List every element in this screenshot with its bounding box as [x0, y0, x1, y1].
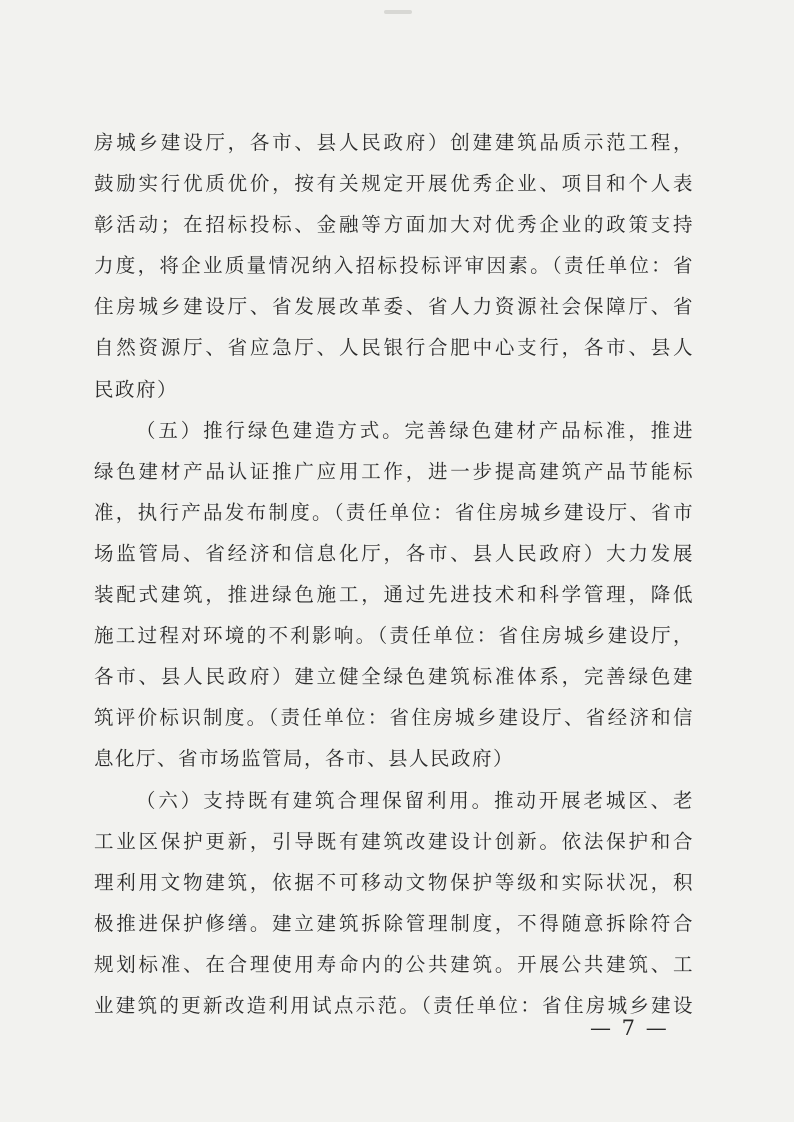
text-line: 自然资源厅、省应急厅、人民银行合肥中心支行，各市、县人 [94, 336, 694, 360]
text-line: 息化厅、省市场监管局，各市、县人民政府） [94, 747, 515, 771]
text-line: 筑评价标识制度。（责任单位：省住房城乡建设厅、省经济和信 [94, 706, 694, 730]
text-line: 民政府） [94, 377, 179, 401]
paragraph-continued [94, 122, 694, 410]
scan-artifact [384, 10, 412, 14]
text-line: （六）支持既有建筑合理保留利用。推动开展老城区、老 [136, 788, 694, 812]
text-line: 装配式建筑，推进绿色施工，通过先进技术和科学管理，降低 [94, 583, 694, 607]
paragraph-section-6 [94, 780, 694, 1027]
text-line: 业建筑的更新改造利用试点示范。（责任单位：省住房城乡建设 [94, 993, 694, 1017]
text-line: 各市、县人民政府）建立健全绿色建筑标准体系，完善绿色建 [94, 665, 694, 689]
paragraph-section-5 [94, 410, 694, 780]
text-line: （五）推行绿色建造方式。完善绿色建材产品标准，推进 [136, 418, 694, 442]
text-line: 理利用文物建筑，依据不可移动文物保护等级和实际状况，积 [94, 870, 694, 894]
text-line: 彰活动；在招标投标、金融等方面加大对优秀企业的政策支持 [94, 213, 694, 237]
text-line: 极推进保护修缮。建立建筑拆除管理制度，不得随意拆除符合 [94, 911, 694, 935]
text-line: 场监管局、省经济和信息化厅，各市、县人民政府）大力发展 [94, 541, 694, 565]
text-line: 住房城乡建设厅、省发展改革委、省人力资源社会保障厅、省 [94, 295, 694, 319]
document-body [94, 122, 694, 1026]
text-line: 力度，将企业质量情况纳入招标投标评审因素。（责任单位：省 [94, 254, 694, 278]
text-line: 房城乡建设厅，各市、县人民政府）创建建筑品质示范工程， [94, 131, 694, 154]
text-line: 工业区保护更新，引导既有建筑改建设计创新。依法保护和合 [94, 829, 694, 853]
text-line: 准，执行产品发布制度。（责任单位：省住房城乡建设厅、省市 [94, 500, 694, 524]
text-line: 绿色建材产品认证推广应用工作，进一步提高建筑产品节能标 [94, 459, 694, 483]
text-line: 施工过程对环境的不利影响。（责任单位：省住房城乡建设厅， [94, 624, 694, 648]
page-number: — 7 — [590, 1016, 669, 1040]
text-line: 鼓励实行优质优价，按有关规定开展优秀企业、项目和个人表 [94, 172, 694, 196]
text-line: 规划标准、在合理使用寿命内的公共建筑。开展公共建筑、工 [94, 952, 694, 976]
